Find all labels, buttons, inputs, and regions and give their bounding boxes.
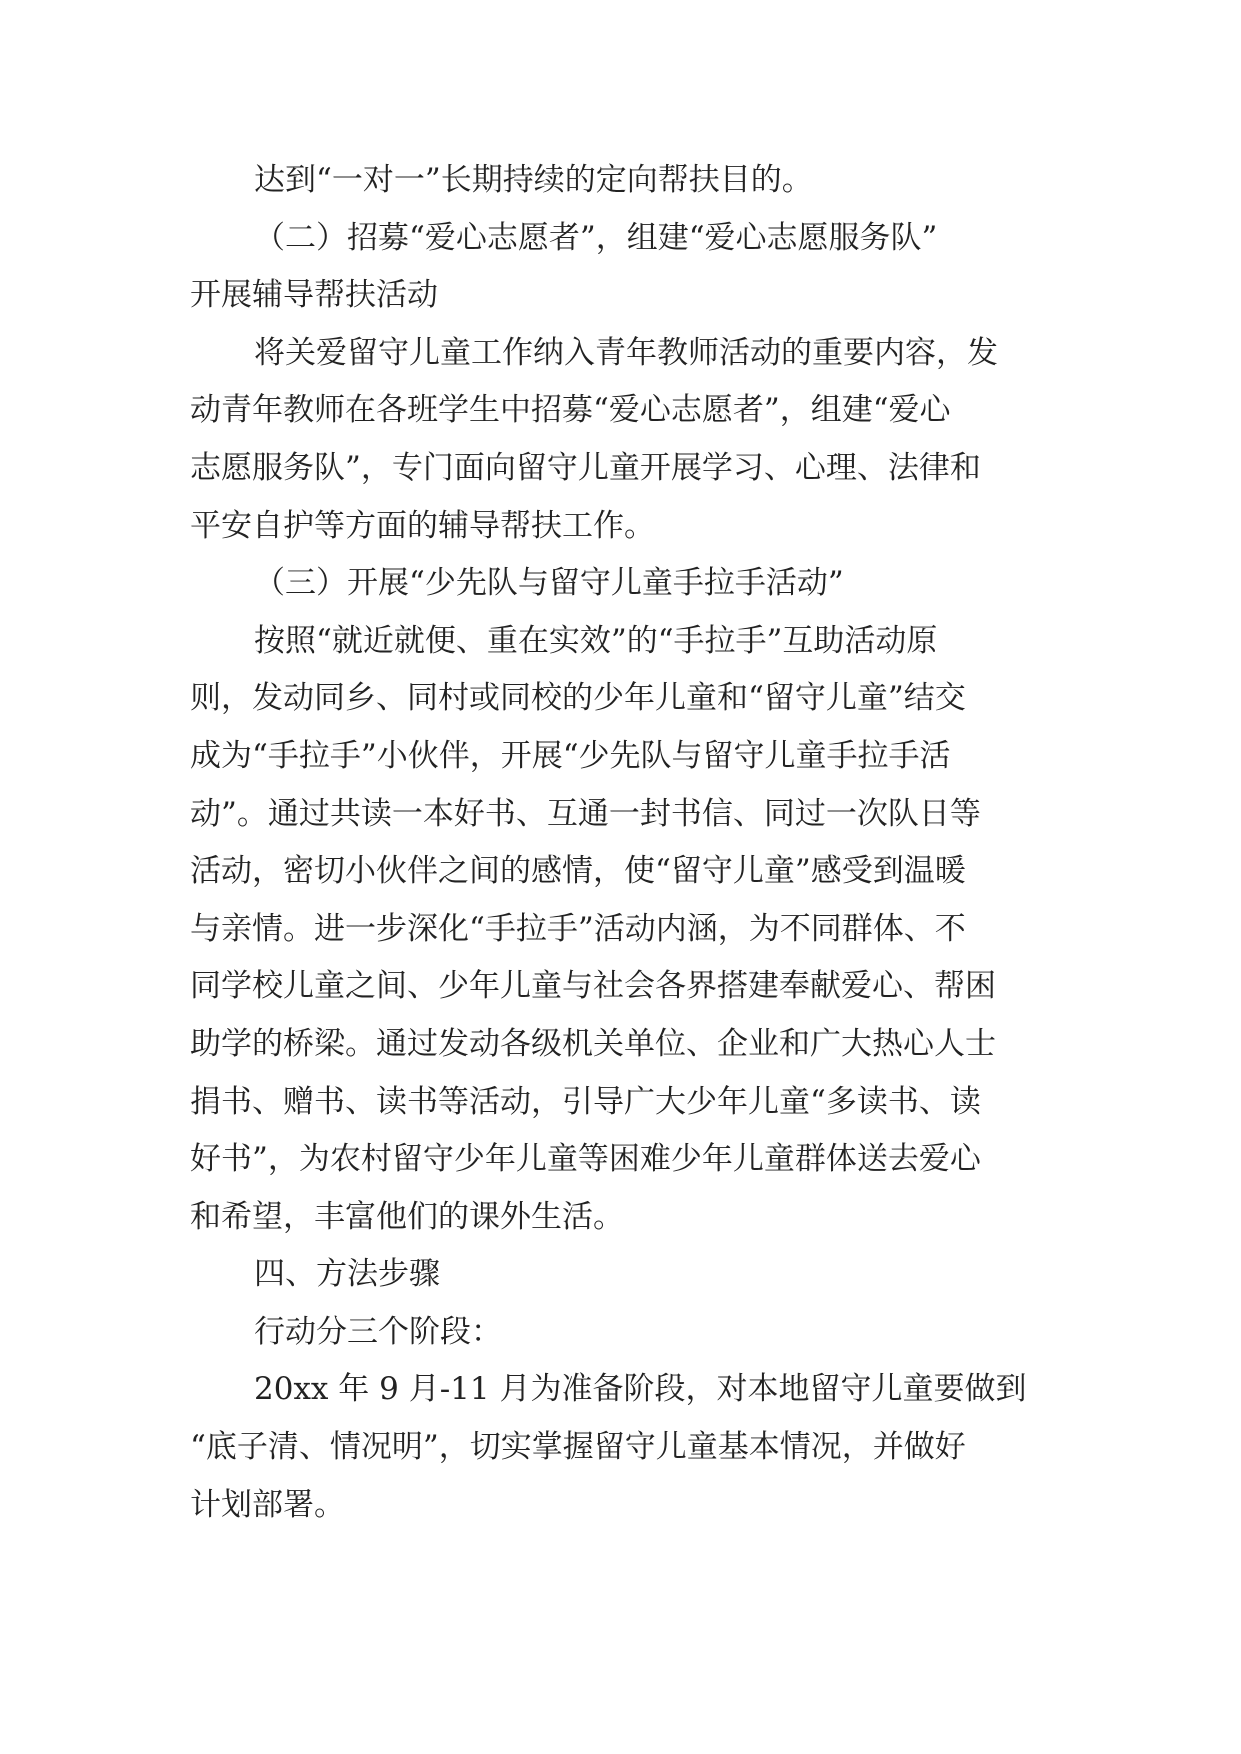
text-line: 达到“一对一”长期持续的定向帮扶目的。: [254, 162, 813, 198]
paragraph-volunteers: [190, 325, 1050, 555]
paragraph-stages-intro: [190, 1304, 1050, 1362]
text-line: 同学校儿童之间、少年儿童与社会各界搭建奉献爱心、帮困: [190, 968, 996, 1005]
text-line: （三）开展“少先队与留守儿童手拉手活动”: [254, 565, 844, 602]
text-line: 开展辅导帮扶活动: [190, 277, 438, 314]
document-body: [190, 152, 1050, 1534]
section-heading-volunteers: [190, 210, 1050, 325]
text-line: 动青年教师在各班学生中招募“爱心志愿者”，组建“爱心: [190, 392, 951, 429]
text-line: 则，发动同乡、同村或同校的少年儿童和“留守儿童”结交: [190, 680, 966, 717]
text-line: 活动，密切小伙伴之间的感情，使“留守儿童”感受到温暖: [190, 853, 966, 890]
text-line: 和希望，丰富他们的课外生活。: [190, 1198, 624, 1235]
text-line: 平安自护等方面的辅导帮扶工作。: [190, 507, 655, 544]
text-line: 助学的桥梁。通过发动各级机关单位、企业和广大热心人士: [190, 1025, 996, 1062]
text-line: 按照“就近就便、重在实效”的“手拉手”互助活动原: [254, 622, 938, 659]
text-line: 捐书、赠书、读书等活动，引导广大少年儿童“多读书、读: [190, 1083, 981, 1120]
text-line: 与亲情。进一步深化“手拉手”活动内涵，为不同群体、不: [190, 910, 966, 947]
paragraph-goal-end: [190, 152, 1050, 210]
section-heading-methods: [190, 1246, 1050, 1304]
paragraph-hand-in-hand: [190, 613, 1050, 1247]
text-line: 计划部署。: [190, 1486, 345, 1523]
section-heading-hand-in-hand: [190, 555, 1050, 613]
text-line: 行动分三个阶段：: [254, 1313, 502, 1350]
text-line: 四、方法步骤: [254, 1256, 440, 1293]
text-line: 好书”，为农村留守少年儿童等困难少年儿童群体送去爱心: [190, 1141, 981, 1178]
text-line: “底子清、情况明”，切实掌握留守儿童基本情况，并做好: [190, 1429, 966, 1466]
text-line: 将关爱留守儿童工作纳入青年教师活动的重要内容，发: [254, 334, 998, 371]
text-line: （二）招募“爱心志愿者”，组建“爱心志愿服务队”: [254, 219, 938, 256]
text-line: 志愿服务队”，专门面向留守儿童开展学习、心理、法律和: [190, 449, 981, 486]
text-line: 动”。通过共读一本好书、互通一封书信、同过一次队日等: [190, 795, 981, 832]
paragraph-preparation-stage: [190, 1361, 1050, 1534]
text-line: 20xx 年 9 月-11 月为准备阶段，对本地留守儿童要做到: [254, 1371, 1027, 1408]
text-line: 成为“手拉手”小伙伴，开展“少先队与留守儿童手拉手活: [190, 737, 951, 774]
